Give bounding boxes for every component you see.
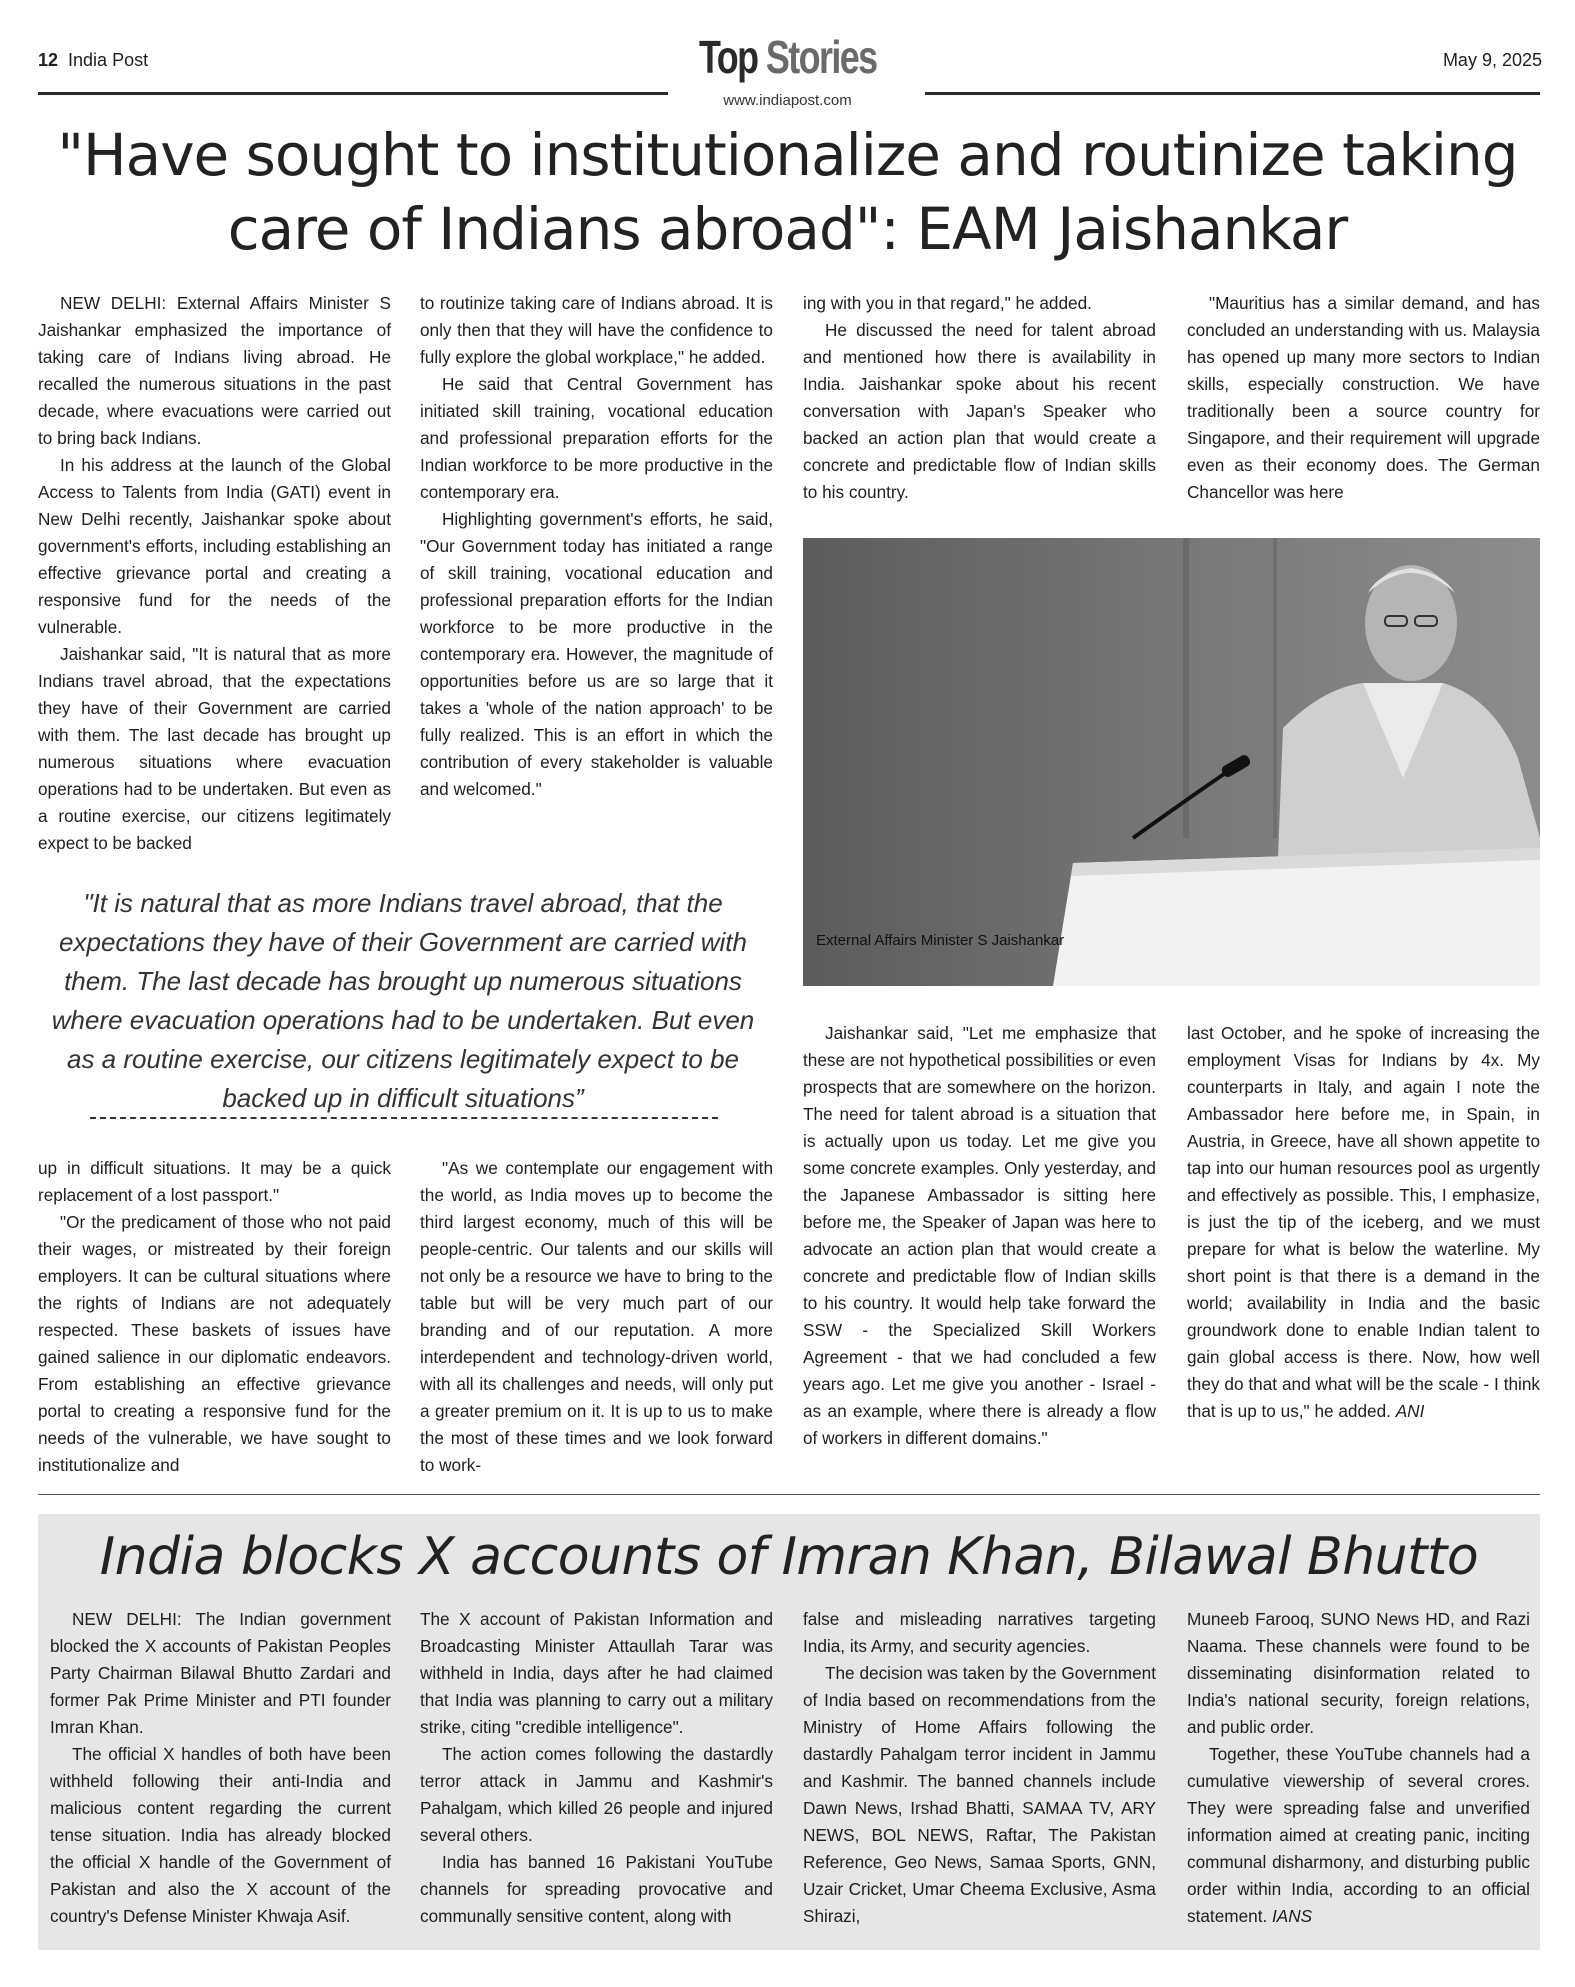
article2-col1: [50, 1606, 391, 1930]
article-separator: [38, 1494, 1540, 1495]
paragraph: In his address at the launch of the Global Access to Talents from India (GATI) event in New Delhi recently, Jaishankar spoke about government's efforts, including establishing an effective grievance portal and creating a responsive fund for the needs of the vulnerable.: [38, 455, 391, 637]
speaker-photo-illustration: [803, 538, 1540, 986]
article2-col3: [803, 1606, 1156, 1930]
paragraph: Jaishankar said, "It is natural that as more Indians travel abroad, that the expectations they have of their Government are carried with them. The last decade has brought up numerous situations where evacuation operations had to be undertaken. But even as a routine exercise, our citizens legitimately expect to be backed: [38, 644, 391, 853]
article2-col4: [1187, 1606, 1530, 1930]
paragraph: [1187, 1020, 1540, 1425]
article2-credit: IANS: [1272, 1906, 1313, 1926]
paragraph: "Mauritius has a similar demand, and has concluded an understanding with us. Malaysia has opened up many more sectors to Indian skills, especially construction. We have traditionally been a source country for Singapore, and their requirement will upgrade even as their economy does. The German Chancellor was here: [1187, 293, 1540, 502]
article1-col1-top: [38, 290, 391, 857]
paragraph: Highlighting government's efforts, he said, "Our Government today has initiated a range of skill training, vocational education and professional preparation efforts for the Indian workforce to be more productive in the contemporary era. However, the magnitude of opportunities before us are so large that it takes a 'whole of the nation approach' to be fully realized. This is an effort in which the contribution of every stakeholder is valuable and welcomed.": [420, 509, 773, 799]
paragraph-text: last October, and he spoke of increasing the employment Visas for Indians by 4x. My counterparts in Italy, and again I note the Ambassador here before me, in Spain, in Austria, in Greece, have all shown appetite to tap into our human resources pool as urgently and effectively as possible. This, I emphasize, is just the tip of the iceberg, and we must prepare for what is below the waterline. My short point is that there is a demand in the world; availability in India and the basic groundwork done to enable Indian talent to gain global access is there. Now, how well they do that and what will be the scale - I think that is up to us," he added.: [1187, 1023, 1540, 1421]
article1-col2-bottom: [420, 1155, 773, 1479]
section-brand: [0, 31, 1575, 83]
paragraph: [1187, 1741, 1530, 1930]
issue-date: May 9, 2025: [1442, 50, 1542, 70]
article1-col4-bottom: [1187, 1020, 1540, 1425]
paragraph: false and misleading narratives targeting India, its Army, and security agencies.: [803, 1609, 1156, 1656]
paragraph: The action comes following the dastardly terror attack in Jammu and Kashmir's Pahalgam, which killed 26 people and injured several others.: [420, 1744, 773, 1845]
paragraph: up in difficult situations. It may be a quick replacement of a lost passport.": [38, 1158, 391, 1205]
paragraph: He discussed the need for talent abroad and mentioned how there is availability in India. Jaishankar spoke about his recent conversation with Japan's Speaker who backed an action plan that would create a concrete and predictable flow of Indian skills to his country.: [803, 320, 1156, 502]
pull-quote: "It is natural that as more Indians travel abroad, that the expectations they have of their Government are carried with them. The last decade has brought up numerous situations where evacuation operations had to be undertaken. But even as a routine exercise, our citizens legitimately expect to be backed up in difficult situations”: [51, 888, 755, 1113]
article1-col3-bottom: [803, 1020, 1156, 1452]
article1-headline-line2: care of Indians abroad": EAM Jaishankar: [227, 195, 1348, 263]
article1-headline-line1: "Have sought to institutionalize and routinize taking: [57, 121, 1518, 189]
paragraph: The decision was taken by the Government of India based on recommendations from the Ministry of Home Affairs following the dastardly Pahalgam terror incident in Jammu and Kashmir. The banned channels include Dawn News, Irshad Bhatti, SAMAA TV, ARY NEWS, BOL NEWS, Raftar, The Pakistan Reference, Geo News, Samaa Sports, GNN, Uzair Cricket, Umar Cheema Exclusive, Asma Shirazi,: [803, 1663, 1156, 1926]
article1-col4-top: [1187, 290, 1540, 506]
photo-caption: External Affairs Minister S Jaishankar: [816, 932, 1065, 949]
paragraph: to routinize taking care of Indians abroad. It is only then that they will have the confidence to fully explore the global workplace," he added.: [420, 293, 773, 367]
article1-col2-top: [420, 290, 773, 803]
article1-headline: [40, 118, 1535, 266]
paragraph: ing with you in that regard," he added.: [803, 293, 1092, 313]
paragraph: The X account of Pakistan Information and Broadcasting Minister Attaullah Tarar was withheld in India, days after he had claimed that India was planning to carry out a military strike, citing "credible intelligence".: [420, 1609, 773, 1737]
article-photo: [803, 538, 1540, 986]
article1-col1-bottom: [38, 1155, 391, 1479]
article2-headline: India blocks X accounts of Imran Khan, Bilawal Bhutto: [99, 1527, 1479, 1587]
paragraph: "Or the predicament of those who not paid their wages, or mistreated by their foreign employers. It can be cultural situations where the rights of Indians are not adequately respected. These baskets of issues have gained salience in our diplomatic endeavors. From establishing an effective grievance portal to creating a responsive fund for the needs of the vulnerable, we have sought to institutionalize and: [38, 1212, 391, 1475]
article2-col2: [420, 1606, 773, 1930]
paragraph: The official X handles of both have been withheld following their anti-India and malicious content regarding the current tense situation. India has already blocked the official X handle of the Government of Pakistan and also the X account of the country's Defense Minister Khwaja Asif.: [50, 1744, 391, 1926]
publication-name: India Post: [68, 50, 149, 70]
article1-col3-top: [803, 290, 1156, 506]
paragraph: Muneeb Farooq, SUNO News HD, and Razi Naama. These channels were found to be disseminating disinformation related to India's national security, foreign relations, and public order.: [1187, 1609, 1530, 1737]
paragraph: NEW DELHI: The Indian government blocked the X accounts of Pakistan Peoples Party Chairman Bilawal Bhutto Zardari and former Pak Prime Minister and PTI founder Imran Khan.: [50, 1609, 391, 1737]
website-url[interactable]: www.indiapost.com: [723, 92, 852, 109]
paragraph: NEW DELHI: External Affairs Minister S Jaishankar emphasized the importance of taking care of Indians living abroad. He recalled the numerous situations in the past decade, where evacuations were carried out to bring back Indians.: [38, 293, 391, 448]
section-title: [698, 31, 877, 83]
article1-credit: ANI: [1395, 1401, 1425, 1421]
brand-word-top: Top: [698, 31, 758, 83]
brand-word-stories: Stories: [765, 31, 877, 83]
paragraph: "As we contemplate our engagement with the world, as India moves up to become the third largest economy, much of this will be people-centric. Our talents and our skills will not only be a resource we have to bring to the table but will be very much part of our branding and of our reputation. A more interdependent and technology-driven world, with all its challenges and needs, will only put a greater premium on it. It is up to us to make the most of these times and we look forward to work-: [420, 1158, 773, 1475]
page-number: 12: [38, 50, 59, 70]
paragraph: Jaishankar said, "Let me emphasize that these are not hypothetical possibilities or even prospects that are somewhere on the horizon. The need for talent abroad is a situation that is actually upon us today. Let me give you some concrete examples. Only yesterday, and the Japanese Ambassador is sitting here before me, the Speaker of Japan was here to advocate an action plan that would create a concrete and predictable flow of Indian skills to his country. It would help take forward the SSW - the Specialized Skill Workers Agreement - that we had concluded a few years ago. Let me give you another - Israel - as an example, where there is already a flow of workers in different domains.": [803, 1023, 1156, 1448]
paragraph: India has banned 16 Pakistani YouTube channels for spreading provocative and communally sensitive content, along with: [420, 1852, 773, 1926]
paragraph-text: Together, these YouTube channels had a cumulative viewership of several crores. They were spreading false and unverified information aimed at creating panic, inciting communal disharmony, and disturbing public order within India, according to an official statement.: [1187, 1744, 1530, 1926]
paragraph: He said that Central Government has initiated skill training, vocational education and professional preparation efforts for the Indian workforce to be more productive in the contemporary era.: [420, 374, 773, 502]
pull-quote-divider: [90, 1117, 718, 1119]
